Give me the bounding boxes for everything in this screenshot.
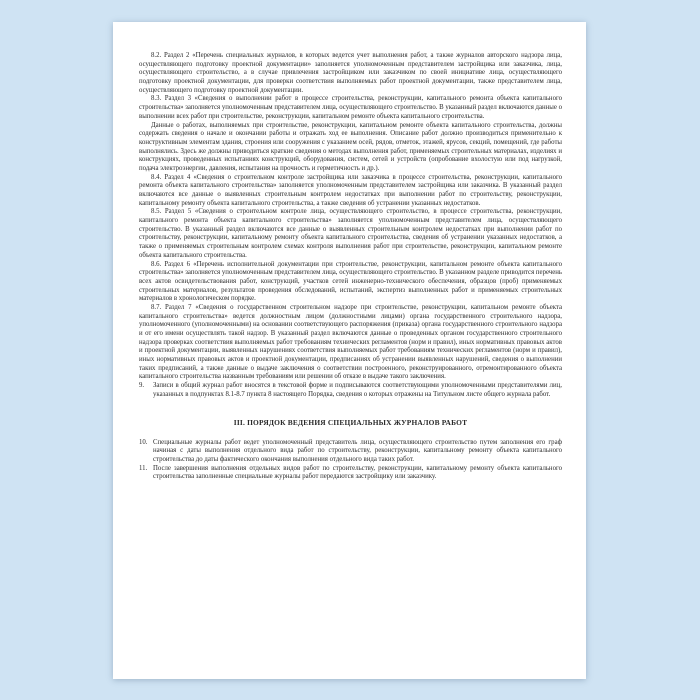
paragraph-8-2: 8.2. Раздел 2 «Перечень специальных журналов, в которых ведется учет выполнения работ, а также журналов авторского надзора лица, осуществляющего подготовку проектной документации» заполняется уполномоченным представителем застройщика или заказчика, лица, осуществляющего строительство, а в случае привлечения застройщиком или заказчиком по своей инициативе лица, осуществляющего подготовку проектной документации, для проверки соответствия выполняемых работ проектной документации, также представителем лица, осуществляющего подготовку проектной документации. — [139, 52, 562, 94]
item-text: Записи в общий журнал работ вносятся в текстовой форме и подписываются соответствующими уполномоченными представителями лиц, указанных в подпунктах 8.1-8.7 пункта 8 настоящего Порядка, сведения о которых отражены на Титульном листе общего журнала работ. — [153, 382, 562, 398]
paragraph-8-3-works: Данные о работах, выполняемых при строительстве, реконструкции, капитальном ремонте объекта капитального строительства, должны содержать сведения о начале и окончании работы и отражать ход ее выполнения. Описание работ должно производиться применительно к конструктивным элементам здания, строения или сооружения с указанием осей, рядов, отметок, этажей, ярусов, секций, помещений, где работы выполнялись. Здесь же должны приводиться краткие сведения о методах выполнения работ, применяемых строительных материалах, изделиях и конструкциях, проведенных испытаниях конструкций, оборудования, систем, сетей и устройств (опробование вхолостую или под нагрузкой, подача электроэнергии, давления, испытания на прочность и герметичность и др.). — [139, 121, 562, 172]
document-page — [113, 22, 586, 679]
list-item-10 — [139, 439, 562, 465]
item-number: 11. — [139, 464, 148, 472]
paragraph-8-7: 8.7. Раздел 7 «Сведения о государственном строительном надзоре при строительстве, реконструкции, капитальном ремонте объекта капитального строительства» ведется должностным лицом (должностными лицами) органа государственного строительного надзора, уполномоченного (уполномоченными) на основании соответствующего распоряжения (приказа) органа государственного строительного надзора и от его имени осуществлять такой надзор. В указанный раздел включаются данные о проведенных органом государственного строительного надзора проверках соответствия выполняемых работ требованиям технических регламентов (норм и правил), иных нормативных правовых актов и проектной документации, выявленных нарушениях соответствия выполняемых работ требованиям технических регламентов (норм и правил), иных нормативных правовых актов и проектной документации, предписаниях об устранении выявленных нарушений, сведения о выполнении таких предписаний, а также данные о выдаче заключения о соответствии построенного, реконструированного, отремонтированного объекта капитального строительства названным требованиям или решении об отказе в выдаче такого заключения. — [139, 303, 562, 381]
section-title: III. ПОРЯДОК ВЕДЕНИЯ СПЕЦИАЛЬНЫХ ЖУРНАЛОВ РАБОТ — [233, 417, 468, 427]
paragraph-8-5: 8.5. Раздел 5 «Сведения о строительном контроле лица, осуществляющего строительство, в процессе строительства, реконструкции, капитального ремонта объекта капитального строительства» заполняется уполномоченным представителем лица, осуществляющего строительство. В указанный раздел включаются все данные о выявленных строительным контролем недостатках при выполнении работ по строительству, реконструкции, капитальному ремонту объекта капитального строительства, сведения об устранении указанных недостатков, а также о применяемых строительным контролем схемах контроля выполнения работ при строительстве, реконструкции, капитальном ремонте объекта капитального строительства. — [139, 208, 562, 259]
list-item-9 — [139, 382, 562, 399]
item-text: Специальные журналы работ ведет уполномоченный представитель лица, осуществляющего строительство путем заполнения его граф начиная с даты выполнения отдельного вида работ по строительству, реконструкции, капитальному ремонту объекта капитального строительства до даты фактического окончания выполнения отдельного вида таких работ. — [153, 438, 562, 463]
paragraph-8-4: 8.4. Раздел 4 «Сведения о строительном контроле застройщика или заказчика в процессе строительства, реконструкции, капитального ремонта объекта капитального строительства» заполняется уполномоченным представителем застройщика или заказчика. В указанный раздел включаются все данные о выявленных строительным контролем недостатках при выполнении работ по строительству, реконструкции, капитальному ремонту объекта капитального строительства, а также сведения об устранении указанных недостатков. — [139, 173, 562, 207]
item-text: После завершения выполнения отдельных видов работ по строительству, реконструкции, капитальному ремонту объекта капитального строительства заполненные специальные журналы работ передаются застройщику или заказчику. — [153, 464, 562, 481]
item-number: 9. — [139, 382, 145, 390]
paragraph-8-3: 8.3. Раздел 3 «Сведения о выполнении работ в процессе строительства, реконструкции, капитального ремонта объекта капитального строительства» заполняется уполномоченным представителем лица, осуществляющего строительство. В указанный раздел включаются данные о выполнении всех работ при строительстве, реконструкции, капитальном ремонте объекта капитального строительства. — [139, 95, 562, 120]
item-number: 10. — [139, 438, 148, 446]
list-item-11 — [139, 465, 562, 482]
paragraph-8-6: 8.6. Раздел 6 «Перечень исполнительной документации при строительстве, реконструкции, капитальном ремонте объекта капитального строительства» заполняется уполномоченным представителем лица, осуществляющего строительство. В указанном разделе приводится перечень всех актов освидетельствования работ, конструкций, участков сетей инженерно-технического обеспечения, образцов (проб) применяемых строительных материалов, результатов проведения обследований, испытаний, экспертиз выполненных работ и применяемых строительных материалов в хронологическом порядке. — [139, 260, 562, 303]
